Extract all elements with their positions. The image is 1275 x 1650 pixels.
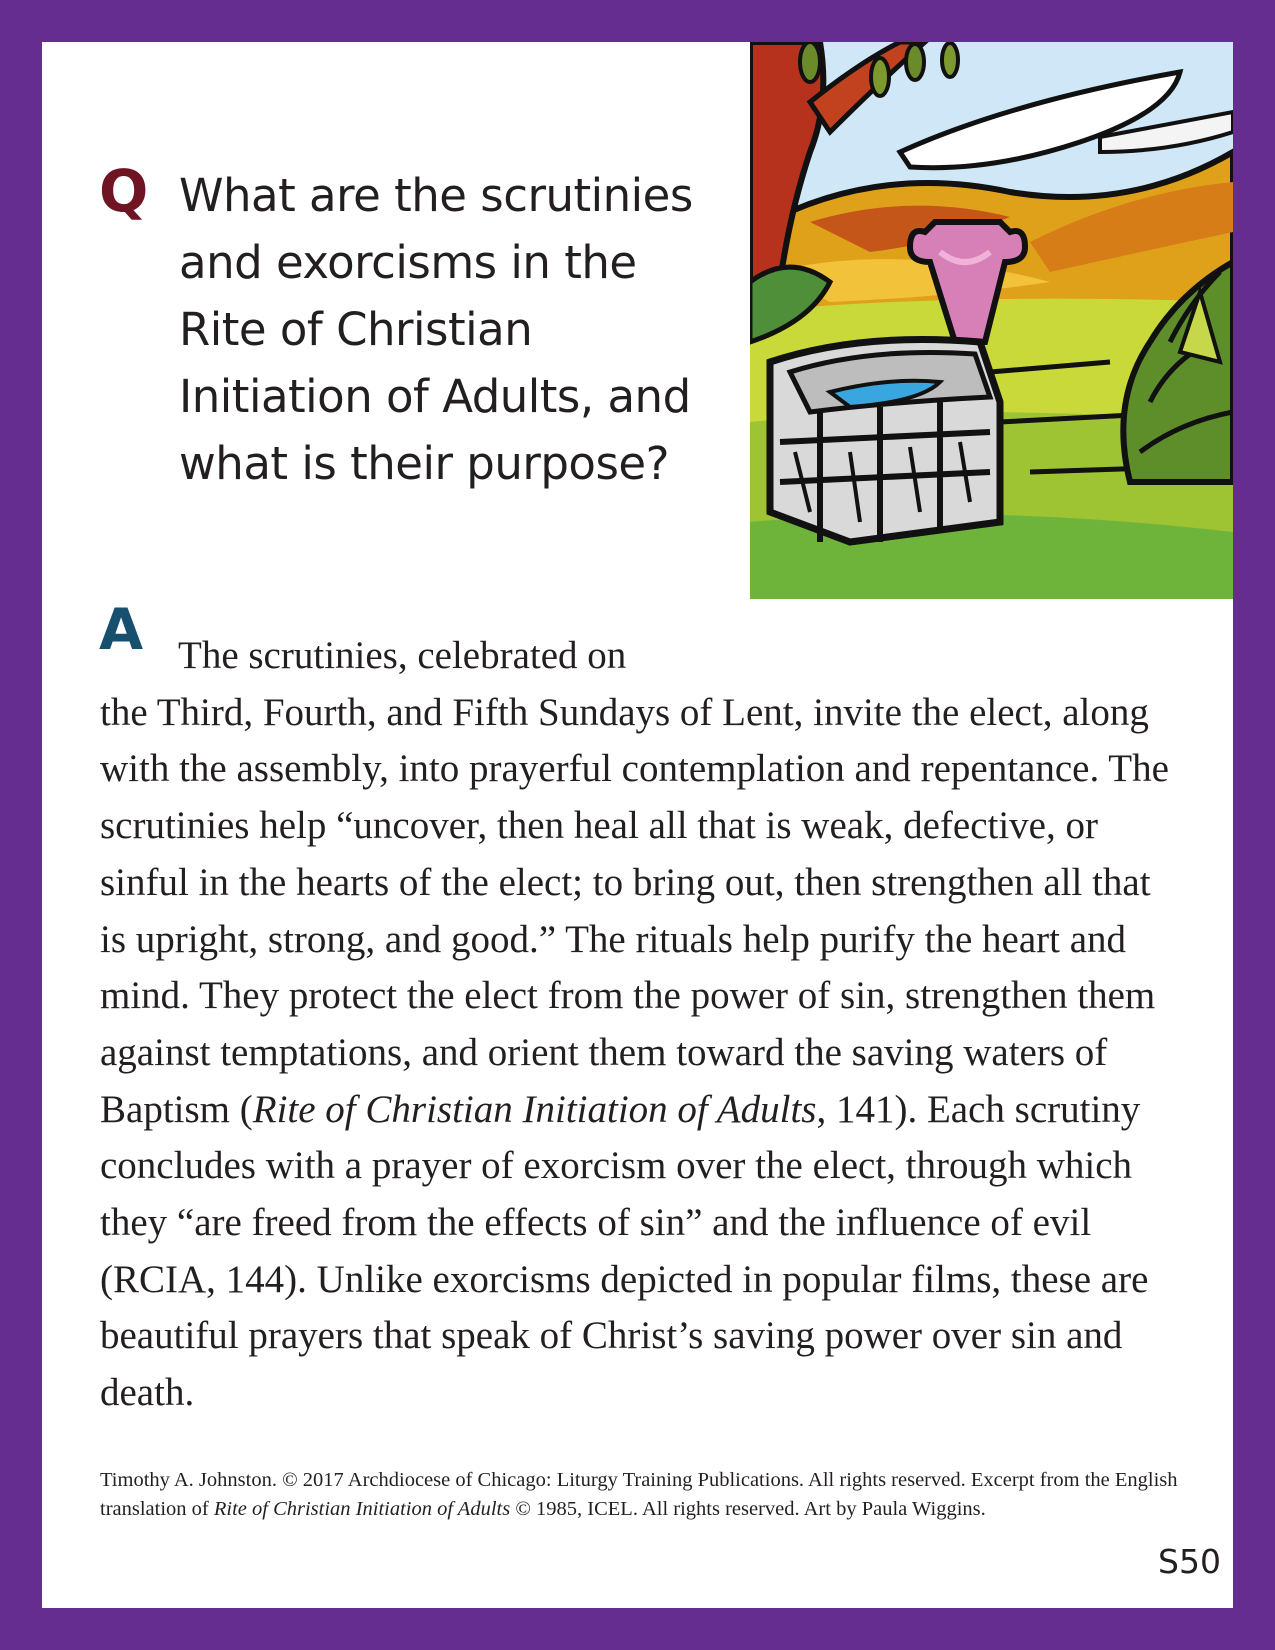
page-number: S50 [1158,1542,1221,1581]
question-marker: Q [99,157,149,225]
footer-rite-title: Rite of Christian Initiation of Adults [213,1497,511,1520]
stone-well-with-jar-illustration [750,42,1233,599]
answer-rite-title: Rite of Christian Initiation of Adults [252,1087,817,1131]
answer-first-line: The scrutinies, celebrated on [178,634,627,677]
answer-part-2: , 141). Each scrutiny concludes with a prayer of exorcism over the elect, through which they “are freed from the effects of sin” and the influence of evil (RCIA, 144). Unlike exorcisms depicted in popular films, these are beautiful prayers that speak of Christ’s saving power over sin and death. [100,1087,1149,1415]
question-text: What are the scrutinies and exorcisms in the Rite of Christian Initiation of Adults, and what is their purpose? [179,169,693,490]
answer-text [100,628,1180,1422]
card [42,42,1233,1608]
credits-footer [100,1466,1180,1523]
answer-marker: A [99,597,144,663]
footer-part-1: Timothy A. Johnston. © 2017 Archdiocese of Chicago: Liturgy Training Publications. All rights reserved. Excerpt from the English translation of [100,1469,1178,1520]
answer-part-1: the Third, Fourth, and Fifth Sundays of Lent, invite the elect, along with the assembly, into prayerful contemplation and repentance. The scrutinies help “uncover, then heal all that is weak, defective, or sinful in the hearts of the elect; to bring out, then strengthen all that is upright, strong, and good.” The rituals help purify the heart and mind. They protect the elect from the power of sin, strengthen them against temptations, and orient them toward the saving waters of Baptism ( [100,690,1169,1131]
footer-part-2: © 1985, ICEL. All rights reserved. Art by Paula Wiggins. [510,1497,986,1520]
